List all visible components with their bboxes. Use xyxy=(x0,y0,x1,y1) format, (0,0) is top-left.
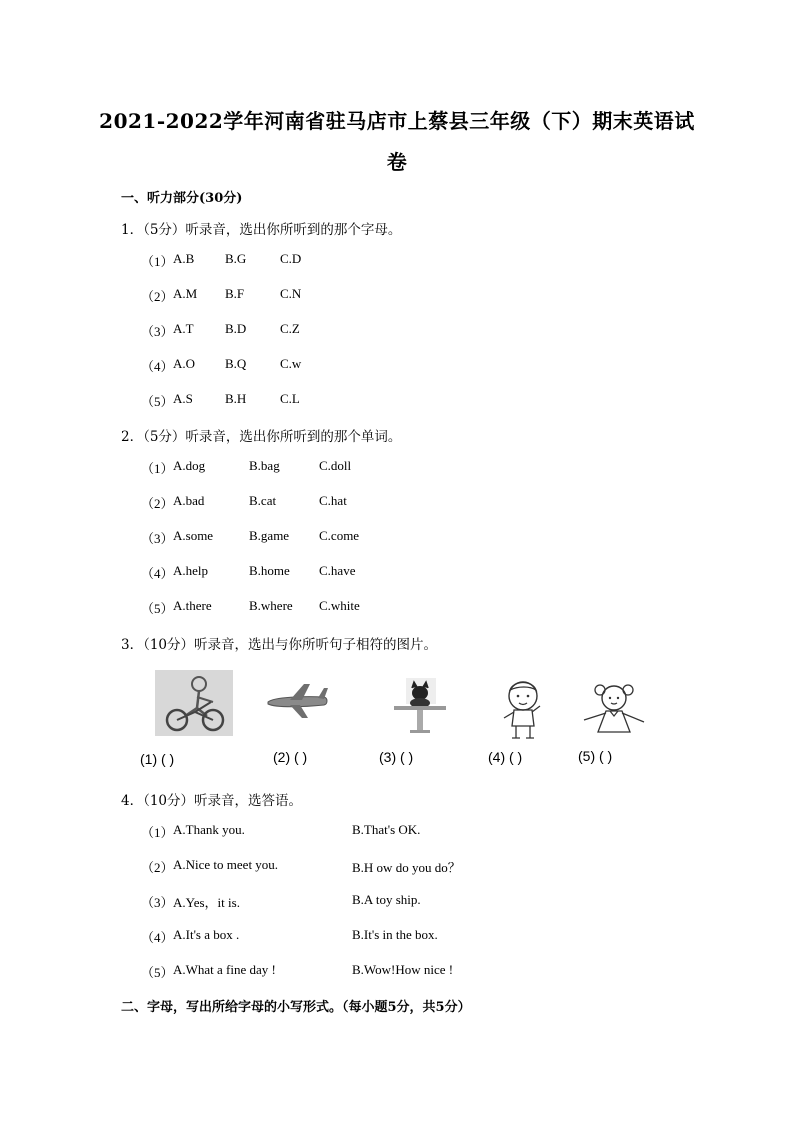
cat-on-table-picture xyxy=(390,676,450,738)
option-a: A.M xyxy=(173,286,198,301)
option-a: A.bad xyxy=(173,493,205,508)
option-a: A.help xyxy=(173,563,209,578)
airplane-picture xyxy=(264,680,330,722)
option-c: C.white xyxy=(319,598,360,613)
option-number: （5） xyxy=(141,965,174,980)
option-c: C.N xyxy=(280,286,302,301)
option-c: C.D xyxy=(280,251,302,266)
option-b: B.game xyxy=(249,528,290,543)
picture-2-answer-blank[interactable]: (2) ( ) xyxy=(273,749,308,765)
girl-picture xyxy=(578,680,650,738)
option-number: （4） xyxy=(141,566,174,581)
option-number: （1） xyxy=(141,825,174,840)
option-b: B.It's in the box. xyxy=(352,927,438,942)
picture-4-answer-blank[interactable]: (4) ( ) xyxy=(488,749,523,765)
picture-5-answer-blank[interactable]: (5) ( ) xyxy=(578,748,613,764)
option-number: （5） xyxy=(141,601,174,616)
option-b: B.bag xyxy=(249,458,280,473)
option-b: B.That's OK. xyxy=(352,822,421,837)
option-number: （2） xyxy=(141,289,174,304)
option-a: A.O xyxy=(173,356,196,371)
option-b: B.Q xyxy=(225,356,247,371)
question-3-stem: 3．（10分）听录音，选出与你所听句子相符的图片。 xyxy=(121,637,438,653)
option-b: B.A toy ship. xyxy=(352,892,421,907)
option-number: （3） xyxy=(141,895,174,910)
option-a: A.B xyxy=(173,251,195,266)
option-number: （2） xyxy=(141,860,174,875)
option-c: C.Z xyxy=(280,321,300,336)
question-2-stem: 2．（5分）听录音，选出你所听到的那个单词。 xyxy=(121,429,402,445)
option-c: C.L xyxy=(280,391,300,406)
option-c: C.hat xyxy=(319,493,347,508)
question-4-stem: 4．（10分）听录音，选答语。 xyxy=(121,793,303,809)
option-number: （1） xyxy=(141,461,174,476)
option-a: A.Yes，it is. xyxy=(173,895,240,910)
option-c: C.have xyxy=(319,563,356,578)
page-title-line2: 卷 xyxy=(386,150,408,174)
option-number: （3） xyxy=(141,531,174,546)
option-b: B.H xyxy=(225,391,247,406)
page-title-line1: 2021-2022学年河南省驻马店市上蔡县三年级（下）期末英语试 xyxy=(99,109,695,133)
option-b: B.G xyxy=(225,251,247,266)
option-number: （4） xyxy=(141,930,174,945)
question-1-stem: 1．（5分）听录音，选出你所听到的那个字母。 xyxy=(121,222,402,238)
option-c: C.come xyxy=(319,528,360,543)
option-a: A.It's a box . xyxy=(173,927,240,942)
picture-1-answer-blank[interactable]: (1) ( ) xyxy=(140,751,175,767)
option-a: A.Thank you. xyxy=(173,822,245,837)
option-b: B.D xyxy=(225,321,247,336)
option-number: （5） xyxy=(141,394,174,409)
option-a: A.S xyxy=(173,391,193,406)
option-c: C.w xyxy=(280,356,302,371)
option-number: （1） xyxy=(141,254,174,269)
option-c: C.doll xyxy=(319,458,352,473)
option-a: A.there xyxy=(173,598,212,613)
section-heading-listening: 一、听力部分(30分) xyxy=(121,191,243,206)
option-a: A.Nice to meet you. xyxy=(173,857,279,872)
option-number: （3） xyxy=(141,324,174,339)
section-heading-letters: 二、字母，写出所给字母的小写形式。（每小题5分，共5分） xyxy=(121,1000,471,1015)
option-number: （4） xyxy=(141,359,174,374)
option-b: B.where xyxy=(249,598,293,613)
option-number: （2） xyxy=(141,496,174,511)
option-b: B.Wow!How nice ! xyxy=(352,962,454,977)
boy-picture xyxy=(494,678,552,742)
option-b: B.H ow do you do？ xyxy=(352,860,461,875)
option-a: A.some xyxy=(173,528,214,543)
option-a: A.What a fine day ! xyxy=(173,962,276,977)
option-b: B.cat xyxy=(249,493,277,508)
option-a: A.T xyxy=(173,321,194,336)
option-b: B.F xyxy=(225,286,245,301)
option-a: A.dog xyxy=(173,458,206,473)
boy-on-bicycle-picture xyxy=(155,670,233,736)
picture-3-answer-blank[interactable]: (3) ( ) xyxy=(379,749,414,765)
option-b: B.home xyxy=(249,563,290,578)
